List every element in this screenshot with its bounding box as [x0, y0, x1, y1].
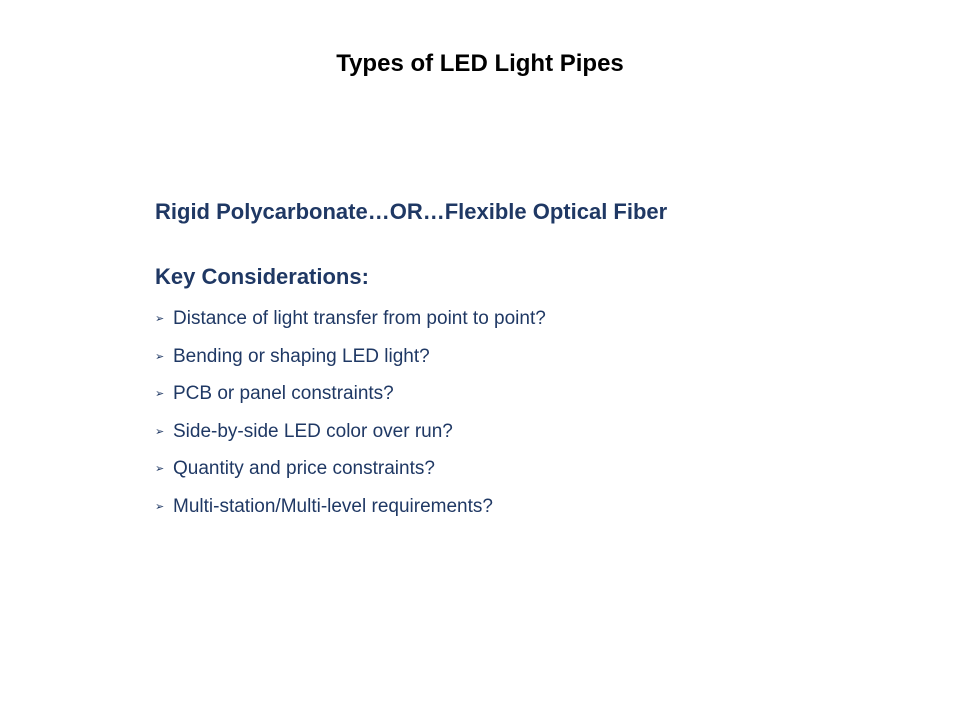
list-item: [155, 342, 546, 380]
key-considerations-heading: Key Considerations:: [155, 264, 369, 289]
list-item-text: Quantity and price constraints?: [173, 458, 435, 480]
arrow-bullet-icon: ➢: [155, 313, 165, 325]
list-item-text: Bending or shaping LED light?: [173, 345, 430, 367]
list-item: [155, 417, 546, 455]
arrow-bullet-icon: ➢: [155, 388, 165, 401]
list-item: [155, 454, 546, 492]
arrow-bullet-icon: ➢: [155, 500, 165, 513]
list-item-text: PCB or panel constraints?: [173, 383, 394, 405]
list-item: [155, 304, 546, 342]
slide-title: Types of LED Light Pipes: [336, 50, 624, 77]
considerations-list: [155, 304, 546, 530]
list-item-text: Multi-station/Multi-level requirements?: [173, 495, 493, 517]
list-item-text: Distance of light transfer from point to point?: [173, 308, 546, 329]
list-item: [155, 492, 546, 530]
arrow-bullet-icon: ➢: [155, 350, 165, 363]
list-item: [155, 379, 546, 417]
arrow-bullet-icon: ➢: [155, 463, 165, 476]
slide-subtitle: Rigid Polycarbonate…OR…Flexible Optical Fiber: [155, 199, 668, 224]
list-item-text: Side-by-side LED color over run?: [173, 420, 453, 442]
arrow-bullet-icon: ➢: [155, 425, 165, 438]
